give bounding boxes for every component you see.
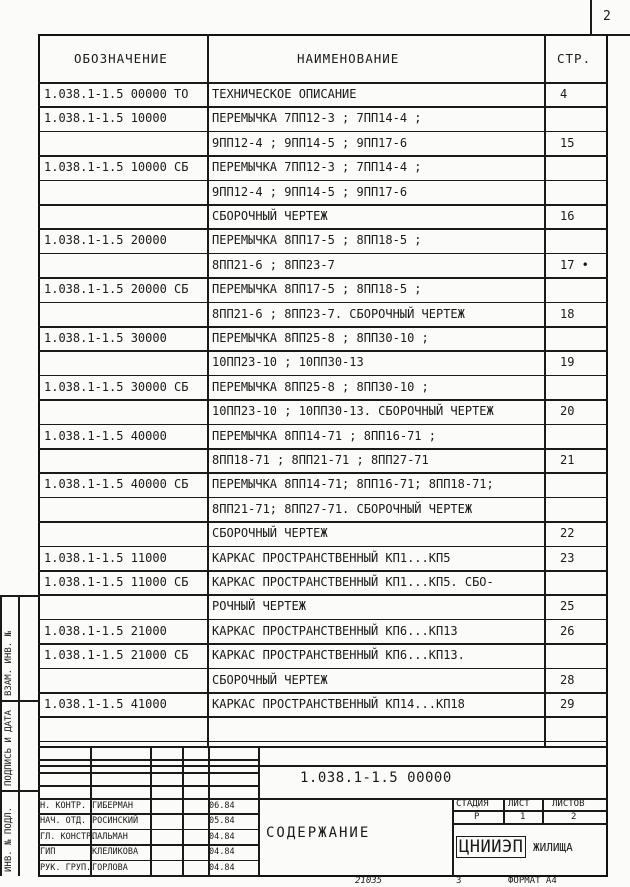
frame-left — [38, 34, 40, 876]
row-divider — [38, 692, 608, 694]
row-name: ПЕРЕМЫЧКА 7ПП12-3 ; 7ПП14-4 ; — [212, 160, 422, 175]
row-divider — [38, 277, 608, 279]
row-code: 1.038.1-1.5 21000 СБ — [44, 648, 189, 663]
row-code: 1.038.1-1.5 20000 СБ — [44, 282, 189, 297]
signer-date: 06.84 — [209, 801, 235, 811]
row-code: 1.038.1-1.5 10000 — [44, 111, 167, 126]
row-divider — [38, 448, 608, 450]
row-page: 15 — [560, 135, 575, 150]
sheets-value: 2 — [571, 812, 577, 822]
row-name: ПЕРЕМЫЧКА 8ПП25-8 ; 8ПП30-10 ; — [212, 379, 429, 394]
row-divider — [38, 375, 608, 377]
signer-name: КЛЕЛИКОВА — [92, 847, 139, 858]
row-name: СБОРОЧНЫЙ ЧЕРТЕЖ — [212, 209, 328, 223]
column-header-name: НАИМЕНОВАНИЕ — [297, 51, 400, 66]
row-divider — [38, 326, 608, 328]
footer-num: 3 — [456, 876, 462, 886]
row-divider — [38, 619, 608, 621]
column-header-code: ОБОЗНАЧЕНИЕ — [74, 51, 168, 66]
row-divider — [38, 350, 608, 352]
row-divider — [38, 131, 608, 133]
signer-name: ПАЛЬМАН — [92, 831, 128, 842]
row-divider — [38, 741, 608, 743]
row-divider — [38, 546, 608, 548]
row-name: ПЕРЕМЫЧКА 8ПП17-5 ; 8ПП18-5 ; — [212, 233, 422, 248]
signer-divider — [38, 875, 258, 877]
stamp-signature-date: ПОДПИСЬ И ДАТА — [4, 710, 14, 786]
document-title: СОДЕРЖАНИЕ — [266, 825, 371, 841]
row-divider — [38, 399, 608, 401]
row-divider — [38, 155, 608, 157]
page-number: 2 — [603, 9, 612, 24]
row-name: КАРКАС ПРОСТРАНСТВЕННЫЙ КП6...КП13. — [212, 648, 465, 663]
signer-name: ГОРЛОВА — [92, 862, 128, 873]
row-name: 10ПП23-10 ; 10ПП30-13 — [212, 355, 364, 370]
row-code: 1.038.1-1.5 00000 ТО — [44, 87, 189, 101]
row-name: ПЕРЕМЫЧКА 8ПП14-71; 8ПП16-71; 8ПП18-71; — [212, 477, 494, 492]
row-name: РОЧНЫЙ ЧЕРТЕЖ — [212, 599, 306, 614]
signer-role: НАЧ. ОТД. — [40, 816, 87, 827]
row-code: 1.038.1-1.5 20000 — [44, 233, 167, 248]
row-divider — [38, 521, 608, 523]
row-page: 29 — [560, 697, 575, 711]
organization-subtitle: ЖИЛИЩА — [533, 841, 573, 854]
row-page: 18 — [560, 306, 575, 321]
row-divider — [38, 204, 608, 206]
sheets-label: ЛИСТОВ — [552, 799, 585, 809]
stamp-original-inv: ИНВ. № ПОДЛ. — [4, 806, 14, 872]
row-code: 1.038.1-1.5 21000 — [44, 623, 167, 638]
row-page: 20 — [560, 404, 575, 419]
row-name: 10ПП23-10 ; 10ПП30-13. СБОРОЧНЫЙ ЧЕРТЕЖ — [212, 404, 494, 419]
row-name: КАРКАС ПРОСТРАНСТВЕННЫЙ КП1...КП5. СБО- — [212, 575, 494, 589]
signer-divider — [38, 813, 258, 815]
row-divider — [38, 594, 608, 596]
sheet-value: 1 — [520, 812, 526, 822]
row-page: 17 • — [560, 257, 589, 272]
row-name: ПЕРЕМЫЧКА 8ПП17-5 ; 8ПП18-5 ; — [212, 282, 422, 297]
signer-date: 04.84 — [209, 862, 235, 873]
row-divider — [38, 472, 608, 474]
row-divider — [38, 668, 608, 670]
row-code: 1.038.1-1.5 11000 СБ — [44, 575, 189, 589]
row-page: 19 — [560, 355, 575, 370]
row-code: 1.038.1-1.5 30000 — [44, 331, 167, 345]
row-name: ТЕХНИЧЕСКОЕ ОПИСАНИЕ — [212, 87, 357, 101]
row-page: 4 — [560, 87, 568, 101]
signer-role: Н. КОНТР. — [40, 801, 87, 811]
row-page: 22 — [560, 526, 575, 541]
signer-date: 04.84 — [209, 831, 235, 842]
stage-value: Р — [474, 812, 480, 822]
row-divider — [38, 643, 608, 645]
signer-role: РУК. ГРУП. — [40, 862, 92, 873]
row-code: 1.038.1-1.5 30000 СБ — [44, 379, 189, 394]
row-name: 9ПП12-4 ; 9ПП14-5 ; 9ПП17-6 — [212, 135, 408, 150]
row-code: 1.038.1-1.5 41000 — [44, 697, 167, 711]
row-name: 8ПП21-71; 8ПП27-71. СБОРОЧНЫЙ ЧЕРТЕЖ — [212, 501, 473, 516]
row-divider — [38, 716, 608, 718]
row-name: СБОРОЧНЫЙ ЧЕРТЕЖ — [212, 526, 328, 541]
row-name: КАРКАС ПРОСТРАНСТВЕННЫЙ КП6...КП13 — [212, 623, 458, 638]
signer-role: ГИП — [40, 847, 56, 858]
column-header-page: СТР. — [557, 51, 592, 66]
signer-name: РОСИНСКИЙ — [92, 816, 139, 827]
signer-divider — [38, 844, 258, 846]
frame-right — [606, 34, 608, 876]
row-code: 1.038.1-1.5 10000 СБ — [44, 160, 189, 175]
signer-divider — [38, 829, 258, 831]
row-name: ПЕРЕМЫЧКА 8ПП25-8 ; 8ПП30-10 ; — [212, 331, 429, 345]
signer-date: 04.84 — [209, 847, 235, 858]
row-divider — [38, 253, 608, 255]
row-divider — [38, 228, 608, 230]
row-divider — [38, 106, 608, 108]
organization-name: ЦНИИЭП — [456, 836, 526, 858]
stamp-replace-inv: ВЗАМ. ИНВ. № — [4, 630, 14, 696]
row-name: КАРКАС ПРОСТРАНСТВЕННЫЙ КП1...КП5 — [212, 550, 451, 565]
row-name: ПЕРЕМЫЧКА 8ПП14-71 ; 8ПП16-71 ; — [212, 428, 436, 443]
row-code: 1.038.1-1.5 40000 — [44, 428, 167, 443]
row-name: 8ПП18-71 ; 8ПП21-71 ; 8ПП27-71 — [212, 453, 429, 467]
row-divider — [38, 424, 608, 426]
row-page: 16 — [560, 209, 575, 223]
row-page: 21 — [560, 453, 575, 467]
row-divider — [38, 765, 608, 767]
row-name: 9ПП12-4 ; 9ПП14-5 ; 9ПП17-6 — [212, 184, 408, 199]
row-page: 23 — [560, 550, 575, 565]
row-divider — [38, 497, 608, 499]
row-divider — [38, 180, 608, 182]
row-code: 1.038.1-1.5 11000 — [44, 550, 167, 565]
row-name: 8ПП21-6 ; 8ПП23-7 — [212, 257, 335, 272]
signer-divider — [38, 860, 258, 862]
sheet-label: ЛИСТ — [508, 799, 530, 809]
row-name: ПЕРЕМЫЧКА 7ПП12-3 ; 7ПП14-4 ; — [212, 111, 422, 126]
row-divider — [38, 302, 608, 304]
stage-label: СТАДИЯ — [456, 799, 489, 809]
row-name: СБОРОЧНЫЙ ЧЕРТЕЖ — [212, 672, 328, 687]
row-page: 28 — [560, 672, 575, 687]
row-page: 25 — [560, 599, 575, 614]
signer-role: ГЛ. КОНСТР. — [40, 831, 97, 842]
document-code: 1.038.1-1.5 00000 — [300, 770, 452, 786]
signer-name: ГИБЕРМАН — [92, 801, 133, 811]
row-code: 1.038.1-1.5 40000 СБ — [44, 477, 189, 492]
signer-date: 05.84 — [209, 816, 235, 827]
row-name: КАРКАС ПРОСТРАНСТВЕННЫЙ КП14...КП18 — [212, 697, 465, 711]
footer-inv: 21035 — [355, 876, 383, 886]
row-divider — [38, 570, 608, 572]
row-page: 26 — [560, 623, 575, 638]
footer-format: ФОРМАТ А4 — [508, 876, 557, 886]
row-name: 8ПП21-6 ; 8ПП23-7. СБОРОЧНЫЙ ЧЕРТЕЖ — [212, 306, 465, 321]
